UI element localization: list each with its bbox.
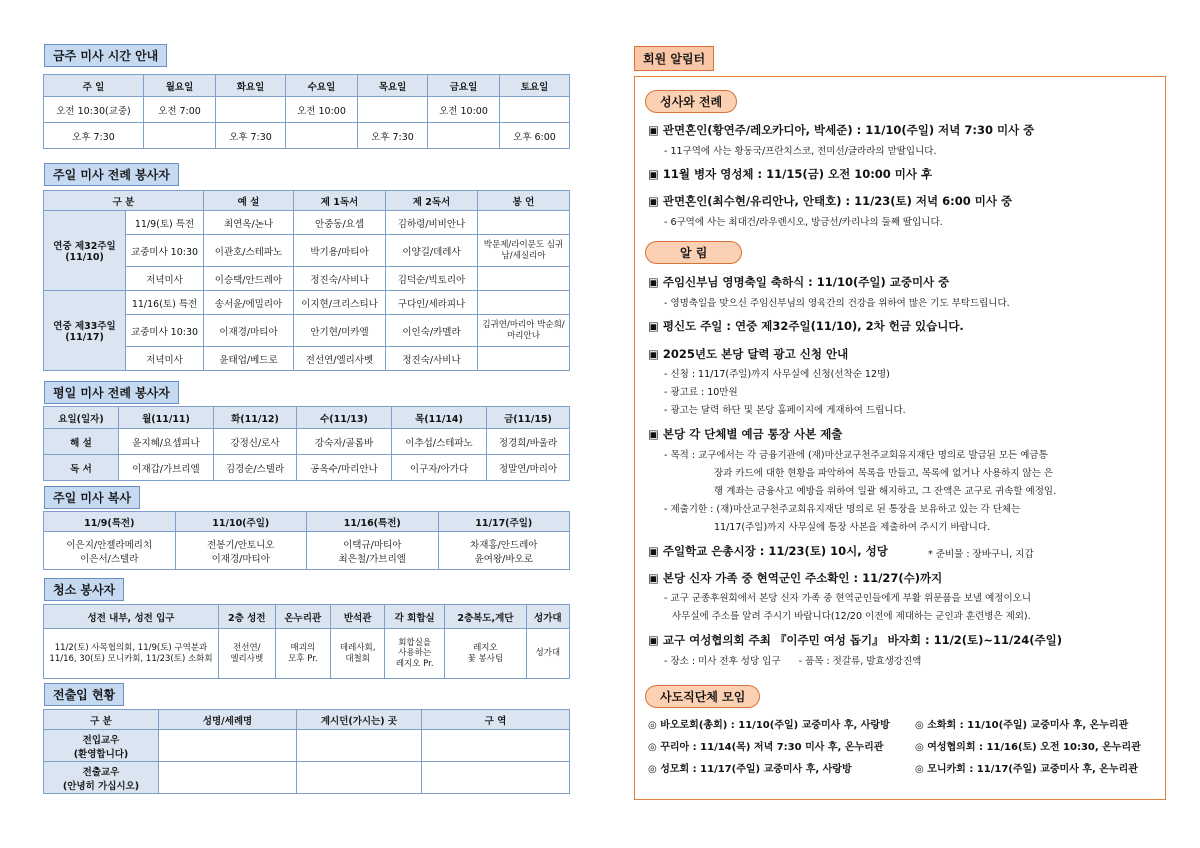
table-cell: [216, 97, 286, 123]
mass-times-title: 금주 미사 시간 안내: [44, 44, 167, 67]
table-cell: 강숙자/골롬바: [296, 429, 391, 455]
club-item: ◎ 바오로회(총회) : 11/10(주일) 교중미사 후, 사랑방: [648, 720, 890, 731]
table-cell: 박기용/마티아: [294, 235, 386, 267]
table-cell: 최연옥/논나: [204, 211, 294, 235]
table-cell: [144, 123, 216, 149]
header-cell: 화요일: [216, 75, 286, 97]
notice-item: ▣ 평신도 주일 : 연중 제32주일(11/10), 2차 헌금 있습니다.: [648, 319, 964, 333]
header-cell: 구 분: [44, 710, 159, 730]
table-cell: 오후 7:30: [216, 123, 286, 149]
table-cell: 이은지/안젤라메리치 이은서/스텔라: [44, 532, 176, 570]
notice-item: ▣ 본당 신자 가족 중 현역군인 주소확인 : 11/27(수)까지: [648, 571, 943, 585]
table-cell: 윤지혜/요셉피나: [119, 429, 214, 455]
header-cell: 성전 내부, 성전 입구: [44, 605, 219, 629]
table-cell: [159, 730, 297, 762]
notice-item: ▣ 교구 여성협의회 주최 『이주민 여성 돕기』 바자회 : 11/2(토)~11/24(주일): [648, 633, 1062, 647]
table-cell: [478, 347, 570, 371]
notice-sub: - 제출기한 : (재)마산교구천주교회유지재단 명의로 된 통장을 보유하고 있는 각 단체는: [664, 504, 1021, 515]
header-cell: 성가대: [526, 605, 569, 629]
header-cell: 요일(일자): [44, 407, 119, 429]
altar-servers-table: [43, 511, 570, 570]
table-cell: 이재경/마티아: [204, 315, 294, 347]
table-cell: [286, 123, 358, 149]
notice-sub: - 목적 : 교구에서는 각 금융기관에 (재)마산교구천주교회유지재단 명의로 발급된 모든 예금통: [664, 450, 1048, 461]
table-cell: 저녁미사: [126, 347, 204, 371]
sunday-liturgy-title: 주일 미사 전례 봉사자: [44, 163, 179, 186]
header-cell: 봉 언: [478, 191, 570, 211]
club-item: ◎ 여성협의회 : 11/16(토) 오전 10:30, 온누리관: [915, 742, 1141, 753]
club-item: ◎ 성모회 : 11/17(주일) 교중미사 후, 사랑방: [648, 764, 852, 775]
table-cell: 레지오 꽃 봉사팀: [445, 629, 526, 679]
table-cell: 이양길/데레사: [386, 235, 478, 267]
row-label: 전입교우 (환영합니다): [44, 730, 159, 762]
transfer-title: 전출입 현황: [44, 683, 124, 706]
row-label: 전출교우 (안녕히 가십시오): [44, 762, 159, 794]
header-cell: 제 1독서: [294, 191, 386, 211]
table-cell: 11/16(토) 특전: [126, 291, 204, 315]
table-cell: 11/2(토) 사목협의회, 11/9(토) 구역분과 11/16, 30(토) 모니카회, 11/23(토) 소화회: [44, 629, 219, 679]
header-cell: 수요일: [286, 75, 358, 97]
table-cell: 매괴의 모후 Pr.: [275, 629, 331, 679]
table-cell: 이인숙/카멜라: [386, 315, 478, 347]
club-item: ◎ 소화회 : 11/10(주일) 교중미사 후, 온누리관: [915, 720, 1129, 731]
table-cell: 이구자/아가다: [392, 455, 487, 481]
club-item: ◎ 꾸리아 : 11/14(목) 저녁 7:30 미사 후, 온누리관: [648, 742, 884, 753]
table-cell: 안기현/미카엘: [294, 315, 386, 347]
notice-item: ▣ 본당 각 단체별 예금 통장 사본 제출: [648, 427, 843, 441]
table-cell: [297, 730, 422, 762]
table-cell: 김경순/스텔라: [214, 455, 297, 481]
group-label: 연중 제33주일 (11/17): [44, 291, 126, 371]
table-cell: 이택규/마티아 최은철/가브리엘: [307, 532, 439, 570]
table-cell: [478, 211, 570, 235]
table-cell: 정말연/마리아: [487, 455, 570, 481]
header-cell: 금요일: [428, 75, 500, 97]
table-cell: 차재홍/안드레아 윤여왕/바오로: [438, 532, 570, 570]
header-cell: 수(11/13): [296, 407, 391, 429]
table-cell: 전봉기/안토니오 이재경/마티아: [175, 532, 307, 570]
notice-sub: - 영명축일을 맞으신 주임신부님의 영육간의 건강을 위하여 많은 기도 부탁드립니다.: [664, 298, 1010, 309]
table-cell: [428, 123, 500, 149]
notice-sub: 장과 카드에 대한 현황을 파악하여 목록을 만들고, 목록에 없거나 사용하지 않는 은: [714, 468, 1054, 479]
notice-sub: - 신청 : 11/17(주일)까지 사무실에 신청(선착순 12명): [664, 369, 890, 380]
table-cell: [478, 291, 570, 315]
club-item: ◎ 모니카회 : 11/17(주일) 교중미사 후, 온누리관: [915, 764, 1138, 775]
notice-sub: - 6구역에 사는 최대건/라우렌시오, 방금선/카리나의 둘째 딸입니다.: [664, 217, 943, 228]
notice-item: ▣ 11월 병자 영성체 : 11/15(금) 오전 10:00 미사 후: [648, 167, 933, 181]
header-cell: 각 회합실: [385, 605, 445, 629]
header-cell: 11/10(주일): [175, 512, 307, 532]
table-cell: 오후 6:00: [500, 123, 570, 149]
notice-sub: - 장소 : 미사 전후 성당 입구 - 품목 : 젓갈류, 발효생강진액: [664, 656, 922, 667]
notice-item: ▣ 주임신부님 영명축일 축하식 : 11/10(주일) 교중미사 중: [648, 275, 950, 289]
table-cell: 이승택/안드레아: [204, 267, 294, 291]
table-cell: 이지현/크리스티나: [294, 291, 386, 315]
header-cell: 제 2독서: [386, 191, 478, 211]
announce-label: 알 림: [645, 241, 742, 264]
notice-item: ▣ 2025년도 본당 달력 광고 신청 안내: [648, 347, 849, 361]
weekday-liturgy-table: [43, 406, 570, 481]
table-cell: 회합실을 사용하는 레지오 Pr.: [385, 629, 445, 679]
sacraments-label: 성사와 전례: [645, 90, 737, 113]
table-cell: 박문제/라이문도 심귀남/세실리아: [478, 235, 570, 267]
table-cell: 강정신/로사: [214, 429, 297, 455]
header-cell: 2층 성전: [219, 605, 276, 629]
notice-sub: 11/17(주일)까지 사무실에 통장 사본을 제출하여 주시기 바랍니다.: [714, 522, 991, 533]
weekday-liturgy-title: 평일 미사 전례 봉사자: [44, 381, 179, 404]
notice-extra: * 준비물 : 장바구니, 지갑: [928, 549, 1034, 560]
header-cell: 온누리관: [275, 605, 331, 629]
header-cell: 반석관: [331, 605, 385, 629]
header-cell: 월요일: [144, 75, 216, 97]
header-cell: 계시던(가시는) 곳: [297, 710, 422, 730]
header-cell: 목요일: [358, 75, 428, 97]
table-cell: 이추섭/스테파노: [392, 429, 487, 455]
table-cell: 송서윤/에밀리아: [204, 291, 294, 315]
cleaning-table: [43, 604, 570, 679]
table-cell: 전선연/ 엘리사벳: [219, 629, 276, 679]
table-cell: 안중동/요셉: [294, 211, 386, 235]
table-cell: [297, 762, 422, 794]
table-cell: 오전 10:30(교중): [44, 97, 144, 123]
group-label: 연중 제32주일 (11/10): [44, 211, 126, 291]
table-cell: [358, 97, 428, 123]
table-cell: [478, 267, 570, 291]
header-cell: 11/9(특전): [44, 512, 176, 532]
transfer-table: [43, 709, 570, 794]
table-cell: [422, 762, 570, 794]
header-cell: 월(11/11): [119, 407, 214, 429]
header-cell: 예 설: [204, 191, 294, 211]
table-cell: 정경희/바울라: [487, 429, 570, 455]
table-cell: 저녁미사: [126, 267, 204, 291]
notice-sub: - 교구 군종후원회에서 본당 신자 가족 중 현역군인들에게 부활 위문품을 보낼 예정이오니: [664, 593, 1032, 604]
table-cell: 정진숙/사비나: [294, 267, 386, 291]
table-cell: 구다인/세라피나: [386, 291, 478, 315]
header-cell: 성명/세례명: [159, 710, 297, 730]
table-cell: 오후 7:30: [44, 123, 144, 149]
table-cell: 11/9(토) 특전: [126, 211, 204, 235]
table-cell: 이재갑/가브리엘: [119, 455, 214, 481]
table-cell: 김덕순/빅토리아: [386, 267, 478, 291]
header-cell: 구 분: [44, 191, 204, 211]
header-cell: 주 일: [44, 75, 144, 97]
table-cell: 데레사회, 대철회: [331, 629, 385, 679]
altar-servers-title: 주일 미사 복사: [44, 486, 140, 509]
table-cell: 교중미사 10:30: [126, 235, 204, 267]
table-cell: 성가대: [526, 629, 569, 679]
header-cell: 목(11/14): [392, 407, 487, 429]
clubs-label: 사도직단체 모임: [645, 685, 760, 708]
table-cell: 전선연/엘리사벳: [294, 347, 386, 371]
notice-sub: 행 계좌는 금융사고 예방을 위하여 일괄 해지하고, 그 잔액은 교구로 귀속할 예정임.: [714, 486, 1057, 497]
table-cell: 이관호/스테파노: [204, 235, 294, 267]
table-cell: [422, 730, 570, 762]
table-cell: 김귀연/마리아 박순희/마리안나: [478, 315, 570, 347]
header-cell: 토요일: [500, 75, 570, 97]
header-cell: 11/16(특전): [307, 512, 439, 532]
mass-times-table: [43, 74, 570, 149]
table-cell: 오전 7:00: [144, 97, 216, 123]
notice-item: ▣ 관면혼인(최수현/유리안나, 안태호) : 11/23(토) 저녁 6:00 미사 중: [648, 194, 1013, 208]
table-cell: 공옥수/마리안나: [296, 455, 391, 481]
table-cell: 정진숙/사비나: [386, 347, 478, 371]
table-cell: 윤태업/베드로: [204, 347, 294, 371]
notice-item: ▣ 주일학교 은총시장 : 11/23(토) 10시, 성당: [648, 544, 888, 558]
notice-sub: - 광고는 달력 하단 및 본당 홈페이지에 게재하여 드립니다.: [664, 405, 906, 416]
notices-title: 회원 알림터: [634, 46, 714, 71]
table-cell: 오전 10:00: [286, 97, 358, 123]
table-cell: 교중미사 10:30: [126, 315, 204, 347]
sunday-liturgy-table: [43, 190, 570, 371]
notice-sub: 사무실에 주소를 알려 주시기 바랍니다(12/20 이전에 제대하는 군인과 훈련병은 제외).: [672, 611, 1031, 622]
table-cell: [500, 97, 570, 123]
table-cell: 김하령/비비안나: [386, 211, 478, 235]
cleaning-title: 청소 봉사자: [44, 578, 124, 601]
notice-item: ▣ 관면혼인(황연주/레오카디아, 박세준) : 11/10(주일) 저녁 7:30 미사 중: [648, 123, 1035, 137]
header-cell: 구 역: [422, 710, 570, 730]
header-cell: 2층복도,계단: [445, 605, 526, 629]
header-cell: 금(11/15): [487, 407, 570, 429]
table-cell: 오전 10:00: [428, 97, 500, 123]
notice-sub: - 11구역에 사는 황동국/프란치스코, 전미선/글라라의 맏딸입니다.: [664, 146, 937, 157]
row-label: 해 설: [44, 429, 119, 455]
table-cell: 오후 7:30: [358, 123, 428, 149]
header-cell: 11/17(주일): [438, 512, 570, 532]
header-cell: 화(11/12): [214, 407, 297, 429]
notice-sub: - 광고료 : 10만원: [664, 387, 738, 398]
table-cell: [159, 762, 297, 794]
row-label: 독 서: [44, 455, 119, 481]
